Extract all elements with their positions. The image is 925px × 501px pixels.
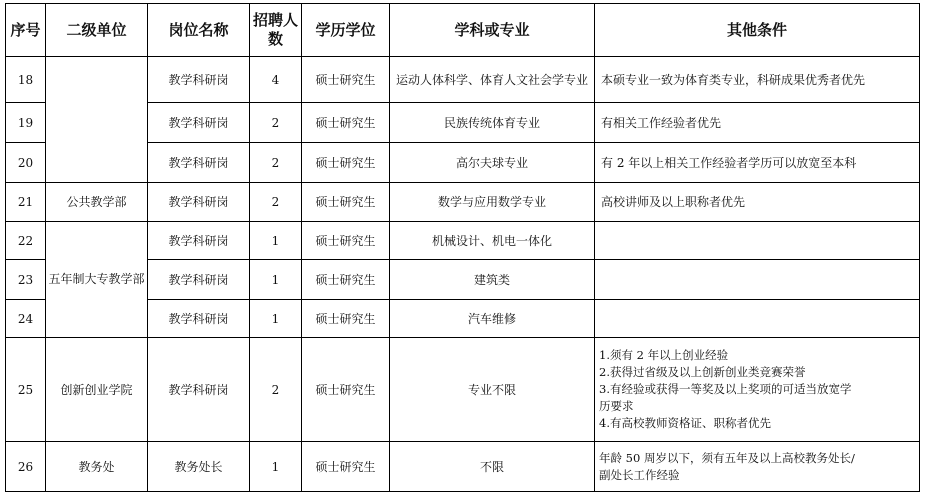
header-major: 学科或专业: [390, 4, 595, 57]
header-unit: 二级单位: [46, 4, 148, 57]
cell-count: 2: [250, 338, 302, 442]
cell-seq: 23: [6, 260, 46, 300]
cell-unit: [46, 57, 148, 183]
cell-post: 教学科研岗: [148, 143, 250, 183]
cell-major: 民族传统体育专业: [390, 103, 595, 143]
cell-seq: 26: [6, 442, 46, 492]
cell-seq: 22: [6, 222, 46, 260]
table-row: [6, 222, 920, 260]
cell-unit: 公共教学部: [46, 183, 148, 222]
cell-degree: 硕士研究生: [302, 300, 390, 338]
cell-other: 本硕专业一致为体育类专业，科研成果优秀者优先: [595, 57, 920, 103]
cell-other: [595, 222, 920, 260]
cell-other: [595, 338, 920, 442]
cell-count: 2: [250, 183, 302, 222]
cell-post: 教学科研岗: [148, 300, 250, 338]
cell-major: 汽车维修: [390, 300, 595, 338]
cell-post: 教务处长: [148, 442, 250, 492]
cell-degree: 硕士研究生: [302, 103, 390, 143]
cell-count: 1: [250, 300, 302, 338]
cell-degree: 硕士研究生: [302, 143, 390, 183]
cell-post: 教学科研岗: [148, 222, 250, 260]
table-row: [6, 183, 920, 222]
header-post: 岗位名称: [148, 4, 250, 57]
cell-degree: 硕士研究生: [302, 222, 390, 260]
header-seq: 序号: [6, 4, 46, 57]
header-count: 招聘人数: [250, 4, 302, 57]
cell-post: 教学科研岗: [148, 260, 250, 300]
header-other: 其他条件: [595, 4, 920, 57]
cell-seq: 20: [6, 143, 46, 183]
header-row: [6, 4, 920, 57]
cell-degree: 硕士研究生: [302, 260, 390, 300]
cell-major: 建筑类: [390, 260, 595, 300]
cell-other: [595, 442, 920, 492]
cell-other: [595, 260, 920, 300]
cell-seq: 18: [6, 57, 46, 103]
cell-count: 4: [250, 57, 302, 103]
recruitment-table: [5, 3, 920, 492]
cell-seq: 21: [6, 183, 46, 222]
cell-count: 1: [250, 222, 302, 260]
cell-major: 运动人体科学、体育人文社会学专业: [390, 57, 595, 103]
cell-major: 专业不限: [390, 338, 595, 442]
cell-other: [595, 300, 920, 338]
condition-line: 历要求: [599, 399, 634, 413]
condition-line: 1.须有 2 年以上创业经验: [599, 348, 729, 362]
cell-post: 教学科研岗: [148, 183, 250, 222]
cell-other: 有相关工作经验者优先: [595, 103, 920, 143]
table-row: [6, 338, 920, 442]
cell-unit: 教务处: [46, 442, 148, 492]
cell-count: 2: [250, 143, 302, 183]
cell-post: 教学科研岗: [148, 338, 250, 442]
cell-degree: 硕士研究生: [302, 183, 390, 222]
condition-line: 副处长工作经验: [599, 467, 680, 482]
condition-line: 3.有经验或获得一等奖及以上奖项的可适当放宽学: [599, 382, 852, 396]
condition-line: 年龄 50 周岁以下，须有五年及以上高校教务处长/: [599, 450, 855, 465]
cell-major: 数学与应用数学专业: [390, 183, 595, 222]
cell-degree: 硕士研究生: [302, 57, 390, 103]
cell-degree: 硕士研究生: [302, 338, 390, 442]
table-row: [6, 57, 920, 103]
cell-unit: 创新创业学院: [46, 338, 148, 442]
cell-degree: 硕士研究生: [302, 442, 390, 492]
condition-line: 2.获得过省级及以上创新创业类竞赛荣誉: [599, 365, 806, 379]
header-degree: 学历学位: [302, 4, 390, 57]
cell-seq: 19: [6, 103, 46, 143]
cell-unit: 五年制大专教学部: [46, 222, 148, 338]
cell-post: 教学科研岗: [148, 57, 250, 103]
cell-count: 1: [250, 442, 302, 492]
condition-line: 4.有高校教师资格证、职称者优先: [599, 416, 771, 430]
cell-other: 有 2 年以上相关工作经验者学历可以放宽至本科: [595, 143, 920, 183]
cell-major: 高尔夫球专业: [390, 143, 595, 183]
table-row: [6, 442, 920, 492]
cell-other: 高校讲师及以上职称者优先: [595, 183, 920, 222]
cell-major: 机械设计、机电一体化: [390, 222, 595, 260]
cell-count: 1: [250, 260, 302, 300]
cell-post: 教学科研岗: [148, 103, 250, 143]
cell-seq: 25: [6, 338, 46, 442]
cell-seq: 24: [6, 300, 46, 338]
cell-count: 2: [250, 103, 302, 143]
cell-major: 不限: [390, 442, 595, 492]
